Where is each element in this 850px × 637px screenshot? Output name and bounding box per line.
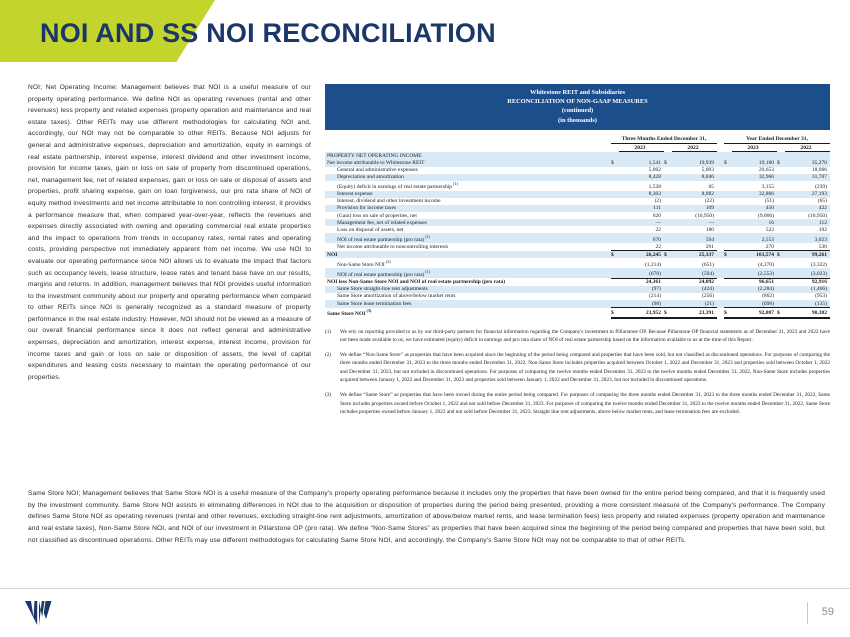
table-cell-value: 16 xyxy=(732,219,777,226)
noi-definition-text xyxy=(28,82,311,392)
table-cell-value: 22 xyxy=(619,243,664,251)
footnote-mark: (3) xyxy=(325,392,332,399)
table-cell-value: 2,553 xyxy=(732,233,777,243)
currency-symbol: $ xyxy=(724,160,732,167)
currency-symbol xyxy=(777,233,785,243)
table-section-header xyxy=(325,152,830,160)
table-cell-value: 23,952 xyxy=(619,308,664,318)
currency-symbol xyxy=(664,278,672,286)
table-row xyxy=(325,212,830,219)
table-cell-value: 291 xyxy=(672,243,717,251)
table-row xyxy=(325,251,830,259)
currency-symbol xyxy=(611,243,619,251)
table-cell-value: 31,707 xyxy=(785,174,830,181)
noi-reconciliation-table xyxy=(325,136,830,319)
currency-symbol xyxy=(664,268,672,278)
table-cell-value: 26,245 xyxy=(619,251,664,259)
row-label: Provision for income taxes xyxy=(325,205,604,212)
table-cell-value: (3,322) xyxy=(810,261,827,268)
table-cell-value: 35,270 xyxy=(785,160,830,167)
whitestone-reit-logo xyxy=(24,600,54,626)
footnote-text: We define “Same Store” as properties that have been owned during the entire period being compared. For purposes of comparing the three months ended December 31, 2023 to the three months ended December 31, 2022, Same Store includes properties owned before October 1, 2022 and not sold before December 31, 2023. For purposes of comparing the twelve months ended December 31, 2023 to the twelve months ended December 31, 2022, Same Store includes properties owned before January 1, 2022 and not sold before December 31, 2023. Straight line rent adjustments, above below market rents, and lease termination fees are excluded. xyxy=(340,392,830,415)
table-cell-value: 522 xyxy=(765,226,774,233)
spacer-cell xyxy=(717,243,724,251)
spacer-cell xyxy=(717,278,724,286)
table-cell-value: (1,214) xyxy=(644,261,661,268)
currency-symbol xyxy=(611,300,619,308)
row-label: Same Store amortization of above/below market rents xyxy=(337,293,456,300)
footnote-text: We define “Non-Same Store” as properties that have been acquired since the beginning of the period being compared and properties that have been sold, but not classified as discontinued operations. For purposes of comparing the three months ended December 31, 2023 to the three months ended December 31, 2022, Non-Same Store includes properties acquired between October 1, 2022 and December 31, 2023 and properties sold between October 1, 2022 and December 31, 2023, but not included in discontinued operations. For purposes of comparing the twelve months ended December 31, 2023 to the twelve months ended December 31, 2022, Non-Same Store includes properties acquired between January 1, 2022 and December 31, 2023 and properties sold between January 1, 2022 and December 31, 2023, but not included in discontinued operations. xyxy=(340,352,830,383)
table-row xyxy=(325,243,830,251)
spacer-cell xyxy=(611,144,619,152)
table-row xyxy=(325,205,830,212)
table-row xyxy=(325,160,830,167)
footnote-marker: (1) xyxy=(424,233,431,239)
spacer-cell xyxy=(604,144,611,152)
row-label: Net income attributable to noncontrolling interests xyxy=(337,244,449,251)
table-cell-value: 5,002 xyxy=(648,167,661,174)
table-cell-value: — xyxy=(672,219,717,226)
table-title-block xyxy=(325,84,830,130)
page-number-separator xyxy=(807,602,808,624)
currency-symbol: $ xyxy=(611,251,619,259)
currency-symbol xyxy=(724,278,732,286)
table-cell-value: 24,092 xyxy=(698,279,714,286)
row-label: NOI of real estate partnership (pro rata) $^{(1)}$ xyxy=(325,233,604,243)
spacer-cell xyxy=(717,258,724,268)
currency-symbol xyxy=(724,181,732,191)
reconciliation-panel xyxy=(325,84,830,423)
spacer-cell xyxy=(604,286,611,293)
table-cell-value: 192 xyxy=(818,226,827,233)
header-three-months: Three Months Ended December 31, xyxy=(611,136,717,144)
footer-divider xyxy=(0,588,850,589)
footnote-marker: (1) xyxy=(452,181,458,187)
footnote-marker: (1) xyxy=(424,268,431,274)
currency-symbol: $ xyxy=(664,251,672,259)
currency-symbol: $ xyxy=(724,308,732,318)
spacer-cell xyxy=(717,293,724,300)
currency-symbol xyxy=(664,191,672,198)
spacer-cell xyxy=(604,205,611,212)
table-row xyxy=(325,174,830,181)
currency-symbol xyxy=(664,212,672,219)
currency-symbol xyxy=(777,191,785,198)
spacer-cell xyxy=(717,251,724,259)
table-title-line-1: Whitestone REIT and Subsidiaries xyxy=(530,89,625,96)
spacer-cell xyxy=(717,308,724,318)
row-label: Net income attributable to Whitestone REIT xyxy=(325,160,604,167)
spacer-cell xyxy=(604,219,611,226)
table-cell-value: 22 xyxy=(655,226,661,233)
currency-symbol xyxy=(724,174,732,181)
spacer-cell xyxy=(604,258,611,268)
table-cell-value: (22) xyxy=(704,198,714,205)
table-cell-value: (51) xyxy=(764,198,774,205)
currency-symbol xyxy=(664,233,672,243)
table-cell-value: 92,807 xyxy=(732,308,777,318)
table-cell-value: (4,370) xyxy=(757,261,774,268)
currency-symbol xyxy=(777,258,785,268)
currency-symbol xyxy=(777,226,785,233)
currency-symbol xyxy=(724,268,732,278)
table-cell-value: 23,391 xyxy=(672,308,717,318)
spacer-cell xyxy=(777,144,785,152)
header-year-fy-2023: 2023 xyxy=(732,144,777,152)
table-cell-value: — xyxy=(619,219,664,226)
table-row xyxy=(325,268,830,278)
table-cell-value: (2) xyxy=(654,198,661,205)
row-label: Depreciation and amortization xyxy=(325,174,604,181)
spacer-cell xyxy=(604,226,611,233)
header-year-ended: Year Ended December 31, xyxy=(724,136,830,144)
spacer-cell xyxy=(717,198,724,205)
table-cell-value: 24,361 xyxy=(645,279,661,286)
currency-symbol xyxy=(777,174,785,181)
table-head xyxy=(325,136,830,152)
spacer-cell xyxy=(604,160,611,167)
table-cell-value: (256) xyxy=(702,293,714,300)
section-label: PROPERTY NET OPERATING INCOME xyxy=(325,152,830,160)
table-cell-value: (239) xyxy=(815,184,827,191)
table-cell-value: 8,303 xyxy=(619,191,664,198)
year-header-row xyxy=(325,144,830,152)
slide-header xyxy=(0,0,850,66)
table-cell-value: 111 xyxy=(619,205,664,212)
table-cell-value: 5,003 xyxy=(701,167,714,174)
table-cell-value: 19,939 xyxy=(672,160,717,167)
currency-symbol xyxy=(611,205,619,212)
table-cell-value: (3,023) xyxy=(785,268,830,278)
currency-symbol xyxy=(777,286,785,293)
currency-symbol xyxy=(777,300,785,308)
currency-symbol xyxy=(724,205,732,212)
currency-symbol xyxy=(724,167,732,174)
currency-symbol xyxy=(777,278,785,286)
currency-symbol xyxy=(611,286,619,293)
spacer-cell xyxy=(717,233,724,243)
spacer-cell xyxy=(724,144,732,152)
table-cell-value: 32,966 xyxy=(732,174,777,181)
table-cell-value: 18,066 xyxy=(811,167,827,174)
currency-symbol: $ xyxy=(724,251,732,259)
row-label: Interest expense xyxy=(325,191,604,198)
spacer-cell xyxy=(604,181,611,191)
currency-symbol: $ xyxy=(777,160,785,167)
table-cell-value: (9,006) xyxy=(757,212,774,219)
table-cell-value: 20,653 xyxy=(758,167,774,174)
row-label: Management fee, net of related expenses xyxy=(325,219,604,226)
table-cell-value: 670 xyxy=(619,233,664,243)
currency-symbol: $ xyxy=(777,308,785,318)
table-cell-value: 3,023 xyxy=(785,233,830,243)
spacer-cell xyxy=(604,243,611,251)
table-cell-value: (97) xyxy=(619,286,664,293)
currency-symbol: $ xyxy=(611,308,619,318)
row-label: Non-Same Store NOI $^{(2)}$ xyxy=(337,258,391,268)
table-cell-value: 103,574 xyxy=(732,251,777,259)
table-title-line-4: (in thousands) xyxy=(558,116,597,124)
table-cell-value: (1,466) xyxy=(785,286,830,293)
spacer-cell xyxy=(717,136,724,144)
table-cell-value: (65) xyxy=(817,198,827,205)
table-row xyxy=(325,278,830,286)
table-cell-value: 594 xyxy=(672,233,717,243)
table-row xyxy=(325,226,830,233)
currency-symbol xyxy=(611,191,619,198)
currency-symbol xyxy=(724,258,732,268)
currency-symbol xyxy=(724,300,732,308)
table-cell-value: 8,046 xyxy=(672,174,717,181)
table-cell-value: 27,193 xyxy=(785,191,830,198)
header-year-q-2022: 2022 xyxy=(672,144,717,152)
table-cell-value: (670) xyxy=(619,268,664,278)
table-row xyxy=(325,167,830,174)
currency-symbol xyxy=(611,219,619,226)
spacer-cell xyxy=(664,144,672,152)
spacer-cell xyxy=(717,174,724,181)
spacer-cell xyxy=(717,300,724,308)
row-label: Same Store lease termination fees xyxy=(325,300,604,308)
footnote xyxy=(325,351,830,384)
row-label: (Equity) deficit in earnings of real estate partnership $^{(1)}$ xyxy=(337,181,458,191)
footnote-mark: (2) xyxy=(325,352,332,359)
currency-symbol xyxy=(611,258,619,268)
currency-symbol xyxy=(724,233,732,243)
currency-symbol: $ xyxy=(664,308,672,318)
table-cell-value: 180 xyxy=(705,226,714,233)
currency-symbol xyxy=(664,181,672,191)
currency-symbol xyxy=(777,198,785,205)
table-row xyxy=(325,308,830,318)
table-cell-value: 99,261 xyxy=(785,251,830,259)
footnote-text: We rely on reporting provided to us by our third-party partners for financial information regarding the Company's investment in Pillarstone OP. Because Pillarstone OP financial statements as of December 31, 2023 and 2022 have not been made available to us, we have estimated (equity) deficit in earnings and pro rata share of NOI of real estate partnership based on the information available to us at the time of this Report. xyxy=(340,328,830,343)
currency-symbol xyxy=(611,226,619,233)
row-label: Same Store straight-line rent adjustments xyxy=(325,286,604,293)
table-row xyxy=(325,258,830,268)
table-cell-value: 3,155 xyxy=(761,184,774,191)
table-cell-value: (953) xyxy=(815,293,827,300)
table-cell-value: (651) xyxy=(702,261,714,268)
spacer-cell xyxy=(717,181,724,191)
table-row xyxy=(325,293,830,300)
table-cell-value: (2,553) xyxy=(732,268,777,278)
currency-symbol xyxy=(664,205,672,212)
table-cell-value: (594) xyxy=(672,268,717,278)
spacer-cell xyxy=(604,233,611,243)
currency-symbol xyxy=(724,212,732,219)
currency-symbol xyxy=(664,243,672,251)
spacer-cell xyxy=(717,212,724,219)
footnote-marker: (2) xyxy=(384,258,391,264)
table-cell-value: 65 xyxy=(708,184,714,191)
table-cell-value: 620 xyxy=(652,212,661,219)
table-cell-value: 8,428 xyxy=(619,174,664,181)
same-store-noi-definition-text: Same Store NOI; Management believes that Same Store NOI is a useful measure of the Company's property operating performance because it includes only the properties that have been owned for the entire period being compared, and that it is frequently used by the investment community. Same Store NOI assists in eliminating differences in NOI due to the acquisition or disposition of properties during the period being presented, providing a more consistent measure of the Company's performance. The Company defines Same Store NOI as operating revenues (rental and other revenues, excluding straight-line rent adjustments, amortization of above/below market rents, and lease termination fees) less property and related expenses (property operation and maintenance and real estate taxes), Non-Same Store NOI, and NOI of our investment in Pillarstone OP (pro rata). We define “Non-Same Stores” as properties that have been acquired since the beginning of the period being compared and properties that have been sold, but not classified as discontinued operations. Other REITs may use different methodologies for calculating Same Store NOI, and accordingly, the Company's Same Store NOI may not be comparable to that of other REITs. xyxy=(28,490,825,544)
table-cell-value: (698) xyxy=(732,300,777,308)
currency-symbol xyxy=(777,167,785,174)
spacer-cell xyxy=(604,268,611,278)
row-label: NOI of real estate partnership (pro rata) $^{(1)}$ xyxy=(325,268,604,278)
table-cell-value: 112 xyxy=(785,219,830,226)
spacer-cell xyxy=(717,144,724,152)
row-label: NOI xyxy=(325,251,604,259)
noi-paragraph: NOI; Net Operating Income: Management believes that NOI is a useful measure of our property operating performance. We define NOI as operating revenues (rental and other revenues) less property and related expenses (property operation and maintenance and real estate taxes). Other REITs may use different methodologies for calculating NOI and, accordingly, our NOI may not be comparable to other REITs. Because NOI adjusts for general and administrative expenses, depreciation and amortization, equity in earnings of real estate partnership, interest expense, interest dividend and other investment income, provision for income taxes, gain or loss on sale of property from discontinued operations, net, management fee, net of related expenses, gain or loss on sale or disposal of assets and properties, profit sharing expense, gain on loan forgiveness, our pro rata share of NOI of equity method investments and net income attributable to non controlling interest, it provides a performance measure that, when compared year-over-year, reflects the revenues and expenses directly associated with owning and operating commercial real estate properties and the impact to operations from trends in occupancy rates, rental rates and operating costs, providing perspective not immediately apparent from net income. We use NOI to evaluate our operating performance since NOI allows us to evaluate the impact that factors such as occupancy levels, lease structure, lease rates and tenant base have on our results, margins and returns. In addition, management believes that NOI provides useful information to the investment community about our property and operating performance when compared to other REITs since NOI is generally recognized as a standard measure of property performance in the real estate industry. However, NOI should not be viewed as a measure of our overall financial performance since it does not reflect general and administrative expenses, depreciation and amortization, interest expense, interest income, provision for income taxes and gain or loss on sale or disposition of assets, the level of capital expenditures and leasing costs necessary to maintain the operating performance of our properties. xyxy=(28,84,311,381)
currency-symbol xyxy=(611,181,619,191)
table-cell-value: 96,651 xyxy=(758,279,774,286)
currency-symbol xyxy=(777,219,785,226)
table-cell-value: (862) xyxy=(762,293,774,300)
table-cell-value: (21) xyxy=(672,300,717,308)
currency-symbol xyxy=(664,286,672,293)
spacer-cell xyxy=(604,167,611,174)
table-cell-value: 530 xyxy=(785,243,830,251)
spacer-cell xyxy=(604,212,611,219)
currency-symbol xyxy=(724,191,732,198)
table-row xyxy=(325,286,830,293)
table-cell-value: (98) xyxy=(619,300,664,308)
currency-symbol xyxy=(724,219,732,226)
footnote xyxy=(325,328,830,345)
currency-symbol: $ xyxy=(611,160,619,167)
spacer-cell xyxy=(717,191,724,198)
footnote-mark: (1) xyxy=(325,328,332,335)
currency-symbol xyxy=(777,268,785,278)
currency-symbol xyxy=(724,293,732,300)
period-header-spacer xyxy=(325,136,604,144)
table-row xyxy=(325,191,830,198)
spacer-cell xyxy=(604,198,611,205)
spacer-cell xyxy=(604,191,611,198)
currency-symbol xyxy=(664,258,672,268)
row-label: (Gain) loss on sale of properties, net xyxy=(337,212,417,219)
table-cell-value: 25,337 xyxy=(672,251,717,259)
currency-symbol xyxy=(664,293,672,300)
table-cell-value: (16,950) xyxy=(695,212,714,219)
currency-symbol xyxy=(664,174,672,181)
spacer-cell xyxy=(717,219,724,226)
row-label: NOI less Non-Same Store NOI and NOI of real estate partnership (pro rata) xyxy=(327,279,506,286)
page-number: 59 xyxy=(821,606,834,618)
table-cell-value: (424) xyxy=(672,286,717,293)
currency-symbol xyxy=(611,233,619,243)
table-cell-value: 92,916 xyxy=(811,279,827,286)
table-row xyxy=(325,300,830,308)
spacer-cell xyxy=(604,293,611,300)
table-cell-value: 90,382 xyxy=(785,308,830,318)
table-title-line-3: (continued) xyxy=(561,107,594,115)
table-cell-value: (214) xyxy=(649,293,661,300)
currency-symbol xyxy=(664,198,672,205)
table-title-line-2: RECONCILIATION OF NON-GAAP MEASURES xyxy=(507,98,648,106)
currency-symbol xyxy=(664,167,672,174)
spacer-cell xyxy=(604,308,611,318)
currency-symbol xyxy=(777,212,785,219)
spacer-cell xyxy=(717,167,724,174)
spacer-cell xyxy=(717,268,724,278)
currency-symbol xyxy=(777,243,785,251)
footnote-marker: (3) xyxy=(365,308,372,314)
table-cell-value: 1,541 xyxy=(619,160,664,167)
table-cell-value: (16,950) xyxy=(808,212,827,219)
table-cell-value: (135) xyxy=(785,300,830,308)
page-title: NOI AND SS NOI RECONCILIATION xyxy=(40,18,496,48)
spacer-cell xyxy=(717,226,724,233)
currency-symbol xyxy=(777,205,785,212)
currency-symbol xyxy=(611,174,619,181)
table-cell-value: 32,866 xyxy=(732,191,777,198)
spacer-cell xyxy=(604,300,611,308)
spacer-cell xyxy=(717,286,724,293)
currency-symbol xyxy=(724,198,732,205)
spacer-cell xyxy=(604,174,611,181)
row-label: Interest, dividend and other investment income xyxy=(337,198,441,205)
footnote xyxy=(325,391,830,416)
table-cell-value: 8,082 xyxy=(672,191,717,198)
table-cell-value: 1,528 xyxy=(648,184,661,191)
currency-symbol xyxy=(611,167,619,174)
row-label: Same Store NOI $^{(3)}$ xyxy=(327,308,372,317)
table-row xyxy=(325,233,830,243)
spacer-cell xyxy=(604,136,611,144)
currency-symbol xyxy=(724,243,732,251)
year-header-spacer xyxy=(325,144,604,152)
currency-symbol: $ xyxy=(777,251,785,259)
currency-symbol xyxy=(611,212,619,219)
currency-symbol xyxy=(611,293,619,300)
table-cell-value: 450 xyxy=(732,205,777,212)
table-cell-value: 109 xyxy=(672,205,717,212)
spacer-cell xyxy=(604,251,611,259)
table-cell-value: (2,284) xyxy=(732,286,777,293)
header-year-q-2023: 2023 xyxy=(619,144,664,152)
currency-symbol xyxy=(611,268,619,278)
header-year-fy-2022: 2022 xyxy=(785,144,830,152)
currency-symbol xyxy=(611,278,619,286)
currency-symbol xyxy=(664,300,672,308)
period-header-row xyxy=(325,136,830,144)
table-cell-value: 19,180 xyxy=(732,160,777,167)
spacer-cell xyxy=(717,160,724,167)
currency-symbol xyxy=(611,198,619,205)
currency-symbol xyxy=(777,181,785,191)
table-cell-value: 422 xyxy=(785,205,830,212)
row-label: General and administrative expenses xyxy=(337,167,418,174)
footnotes-list xyxy=(325,328,830,417)
currency-symbol xyxy=(664,226,672,233)
spacer-cell xyxy=(604,278,611,286)
currency-symbol xyxy=(777,293,785,300)
table-row xyxy=(325,181,830,191)
table-cell-value: 270 xyxy=(732,243,777,251)
table-row xyxy=(325,219,830,226)
spacer-cell xyxy=(717,205,724,212)
currency-symbol: $ xyxy=(664,160,672,167)
currency-symbol xyxy=(724,226,732,233)
currency-symbol xyxy=(724,286,732,293)
table-body xyxy=(325,152,830,318)
row-label: Loss on disposal of assets, net xyxy=(337,226,404,233)
currency-symbol xyxy=(664,219,672,226)
table-row xyxy=(325,198,830,205)
